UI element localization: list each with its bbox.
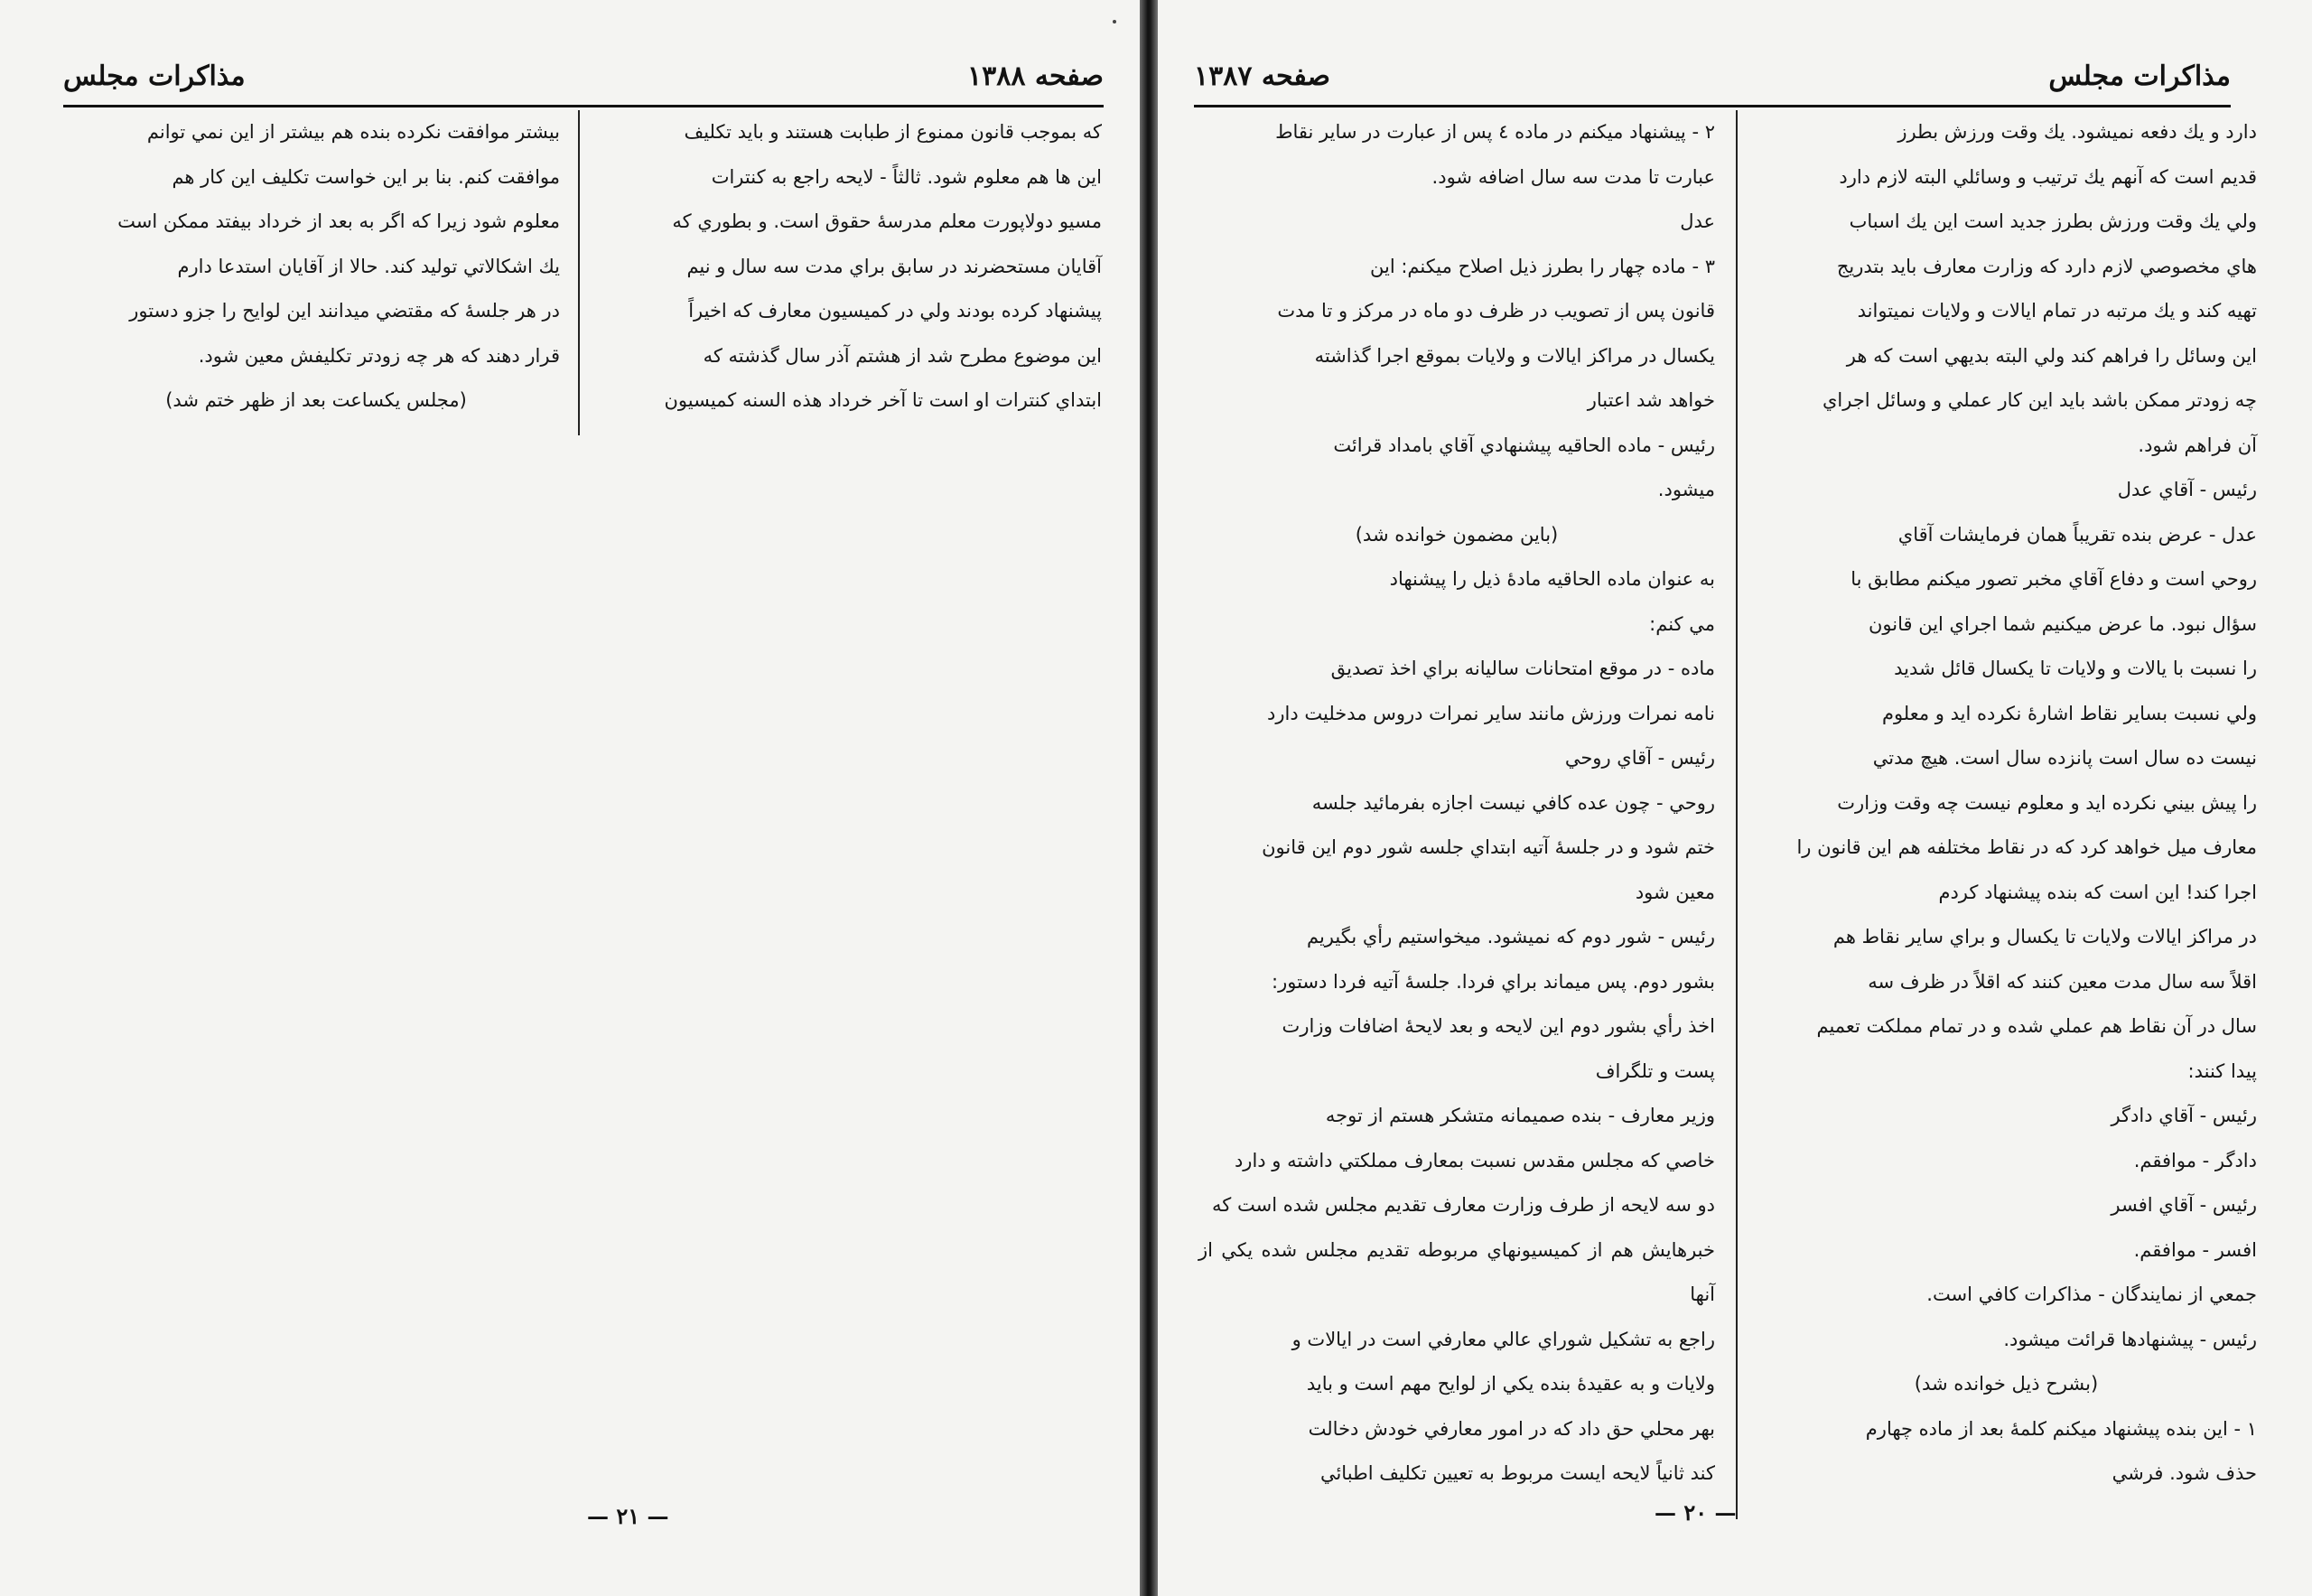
text-line: بهر محلي حق داد كه در امور معارفي خودش دخالت: [1308, 1417, 1715, 1440]
text-line: رئيس - آقاي روحي: [1564, 747, 1715, 769]
right-column: [1756, 110, 2257, 1497]
page-number: — ۲۰ —: [1655, 1499, 1737, 1526]
text-line: چه زودتر ممكن باشد بايد اين كار عملي و وسائل اجراي: [1822, 389, 2257, 411]
text-line: روحي - چون عده كافي نيست اجازه بفرمائيد جلسه: [1311, 791, 1715, 814]
text-line: عبارت تا مدت سه سال اضافه شود.: [1431, 165, 1715, 188]
text-line: ميشود.: [1657, 479, 1715, 500]
text-line: ولايات و به عقيدهٔ بنده يكي از لوايح مهم است و بايد: [1306, 1373, 1715, 1395]
column-divider: [1736, 110, 1738, 1519]
text-line: حذف شود. فرشي: [2112, 1462, 2257, 1484]
text-line: دارد و يك دفعه نميشود. يك وقت ورزش بطرز: [1897, 121, 2257, 143]
text-line: اين موضوع مطرح شد از هشتم آذر سال گذشته كه: [703, 344, 1102, 367]
text-line: خواهد شد اعتبار: [1587, 389, 1715, 411]
text-line: رئيس - پيشنهادها قرائت ميشود.: [2003, 1328, 2257, 1350]
left-page: [0, 0, 1140, 1596]
text-line: در هر جلسهٔ كه مقتضي ميدانند اين لوايح را جزو دستور: [129, 300, 560, 322]
text-line: كه بموجب قانون ممنوع از طبابت هستند و بايد تكليف: [684, 121, 1102, 143]
text-line: ابتداي كنترات او است تا آخر خرداد هذه السنه كميسيون: [664, 389, 1102, 411]
text-line: رئيس - ماده الحاقيه پيشنهادي آقاي بامداد قرائت: [1333, 434, 1715, 456]
right-page: [1158, 0, 2312, 1596]
text-line: روحي است و دفاع آقاي مخبر تصور ميكنم مطابق با: [1851, 568, 2257, 590]
text-line: عدل - عرض بنده تقريباً همان فرمايشات آقاي: [1897, 523, 2257, 546]
text-line: اخذ رأي بشور دوم اين لايحه و بعد لايحهٔ اضافات وزارت: [1282, 1015, 1715, 1037]
text-line: هاي مخصوصي لازم دارد كه وزارت معارف بايد بتدريج: [1836, 255, 2257, 277]
text-line: رئيس - آقاي عدل: [2117, 479, 2257, 500]
text-line: تهيه كند و يك مرتبه در تمام ايالات و ولايات نميتواند: [1857, 300, 2257, 322]
text-line: اين وسائل را فراهم كند ولي البته بديهي است كه هر: [1846, 344, 2257, 367]
book-spine: [1140, 0, 1158, 1596]
text-line: پست و تلگراف: [1595, 1059, 1715, 1082]
text-line: يك اشكالاتي توليد كند. حالا از آقايان استدعا دارم: [177, 255, 560, 277]
text-line: پيدا كنند:: [2187, 1059, 2257, 1082]
text-line: سال در آن نقاط هم عملي شده و در تمام مملكت تعميم: [1816, 1015, 2257, 1037]
text-line: بشور دوم. پس ميماند براي فردا. جلسهٔ آتيه فردا دستور:: [1272, 970, 1715, 993]
page-header: [63, 49, 1104, 103]
left-column: [72, 110, 560, 424]
text-line: (بشرح ذيل خوانده شد): [1914, 1373, 2099, 1395]
header-title: مذاکرات مجلس: [63, 60, 246, 92]
text-line: دادگر - موافقم.: [2133, 1149, 2257, 1171]
text-line: ۳ - ماده چهار را بطرز ذيل اصلاح ميكنم: اين: [1369, 255, 1715, 277]
text-line: معارف ميل خواهد كرد كه در نقاط مختلفه هم اين قانون را: [1796, 836, 2257, 858]
text-line: اجرا كند! اين است كه بنده پيشنهاد كردم: [1938, 881, 2257, 903]
text-line: قانون پس از تصويب در ظرف دو ماه در مركز و تا مدت: [1277, 300, 1715, 322]
text-line: موافقت كنم. بنا بر اين خواست تكليف اين كار هم: [172, 165, 560, 188]
text-line: ۲ - پيشنهاد ميكنم در ماده ٤ پس از عبارت در ساير نقاط: [1275, 121, 1715, 143]
text-line: رئيس - شور دوم كه نميشود. ميخواستيم رأي بگيريم: [1306, 926, 1715, 947]
text-line: (مجلس يكساعت بعد از ظهر ختم شد): [165, 389, 467, 411]
column-divider: [578, 110, 580, 435]
text-line: افسر - موافقم.: [2133, 1238, 2257, 1261]
text-line: راجع به تشكيل شوراي عالي معارفي است در ايالات و: [1291, 1328, 1715, 1350]
scan-speck: [1113, 20, 1116, 23]
text-line: خبرهايش هم از كميسيونهاي مربوطه تقديم مجلس شده يكي از آنها: [1198, 1238, 1715, 1305]
text-line: به عنوان ماده الحاقيه مادهٔ ذيل را پيشنهاد: [1389, 568, 1715, 590]
text-line: آقايان مستحضرند در سابق براي مدت سه سال و نيم: [686, 255, 1102, 277]
header-rule: [1194, 105, 2231, 107]
text-line: ولي نسبت بساير نقاط اشارهٔ نكرده ايد و معلوم: [1881, 702, 2257, 724]
right-column: [607, 110, 1102, 424]
text-line: يكسال در مراكز ايالات و ولايات بموقع اجرا گذاشته: [1314, 344, 1715, 367]
text-line: در مراكز ايالات ولايات تا يكسال و براي ساير نقاط هم: [1832, 926, 2257, 947]
page-header: [1194, 49, 2231, 103]
text-line: عدل: [1680, 210, 1715, 232]
text-line: خاصي كه مجلس مقدس نسبت بمعارف مملكتي داشته و دارد: [1234, 1149, 1715, 1171]
text-line: (باين مضمون خوانده شد): [1355, 523, 1559, 546]
text-line: مسيو دولاپورت معلم مدرسهٔ حقوق است. و بطوري كه: [672, 210, 1102, 232]
text-line: پيشنهاد كرده بودند ولي در كميسيون معارف كه اخيراً: [688, 300, 1102, 322]
text-line: قرار دهند كه هر چه زودتر تكليفش معين شود.: [198, 344, 560, 367]
text-line: جمعي از نمايندگان - مذاكرات كافي است.: [1926, 1283, 2257, 1305]
text-line: نيست ده سال است پانزده سال است. هيچ مدتي: [1872, 747, 2257, 769]
page-label: صفحه ۱۳۸۷: [1194, 60, 1330, 92]
text-line: ولي يك وقت ورزش بطرز جديد است اين يك اسباب: [1849, 210, 2257, 232]
page-label: صفحه ۱۳۸۸: [967, 60, 1104, 92]
text-line: سؤال نبود. ما عرض ميكنيم شما اجراي اين قانون: [1868, 612, 2257, 635]
text-line: آن فراهم شود.: [2138, 434, 2257, 456]
text-line: ختم شود و در جلسهٔ آتيه ابتداي جلسه شور دوم اين قانون: [1262, 836, 1715, 858]
text-line: را پيش بيني نكرده ايد و معلوم نيست چه وقت وزارت: [1837, 791, 2257, 814]
text-line: بيشتر موافقت نكرده بنده هم بيشتر از اين نمي توانم: [146, 121, 560, 143]
header-title: مذاکرات مجلس: [2048, 60, 2231, 92]
text-line: كند ثانياً لايحه ايست مربوط به تعيين تكليف اطبائي: [1319, 1462, 1715, 1484]
text-line: رئيس - آقاي افسر: [2111, 1194, 2257, 1216]
text-line: اقلاً سه سال مدت معين كنند كه اقلاً در ظرف سه: [1868, 970, 2257, 993]
text-line: ۱ - اين بنده پيشنهاد ميكنم كلمهٔ بعد از ماده چهارم: [1865, 1417, 2257, 1440]
text-line: اين ها هم معلوم شود. ثالثاً - لايحه راجع به كنترات: [711, 165, 1102, 188]
text-line: نامه نمرات ورزش مانند ساير نمرات دروس مدخليت دارد: [1267, 702, 1715, 724]
header-rule: [63, 105, 1104, 107]
text-line: ماده - در موقع امتحانات ساليانه براي اخذ تصديق: [1330, 658, 1715, 679]
text-line: را نسبت با يالات و ولايات تا يكسال قائل شديد: [1894, 658, 2257, 679]
text-line: دو سه لايحه از طرف وزارت معارف تقديم مجلس شده است كه: [1212, 1194, 1715, 1216]
left-column: [1198, 110, 1715, 1497]
text-line: قديم است كه آنهم يك ترتيب و وسائلي البته لازم دارد: [1839, 165, 2257, 188]
page-number: — ۲۱ —: [587, 1503, 669, 1529]
text-line: وزير معارف - بنده صميمانه متشكر هستم از توجه: [1325, 1105, 1715, 1126]
text-line: رئيس - آقاي دادگر: [2111, 1105, 2257, 1126]
text-line: معين شود: [1635, 881, 1715, 903]
text-line: معلوم شود زيرا كه اگر به بعد از خرداد بيفتد ممكن است: [117, 210, 560, 232]
text-line: مي كنم:: [1649, 612, 1715, 635]
